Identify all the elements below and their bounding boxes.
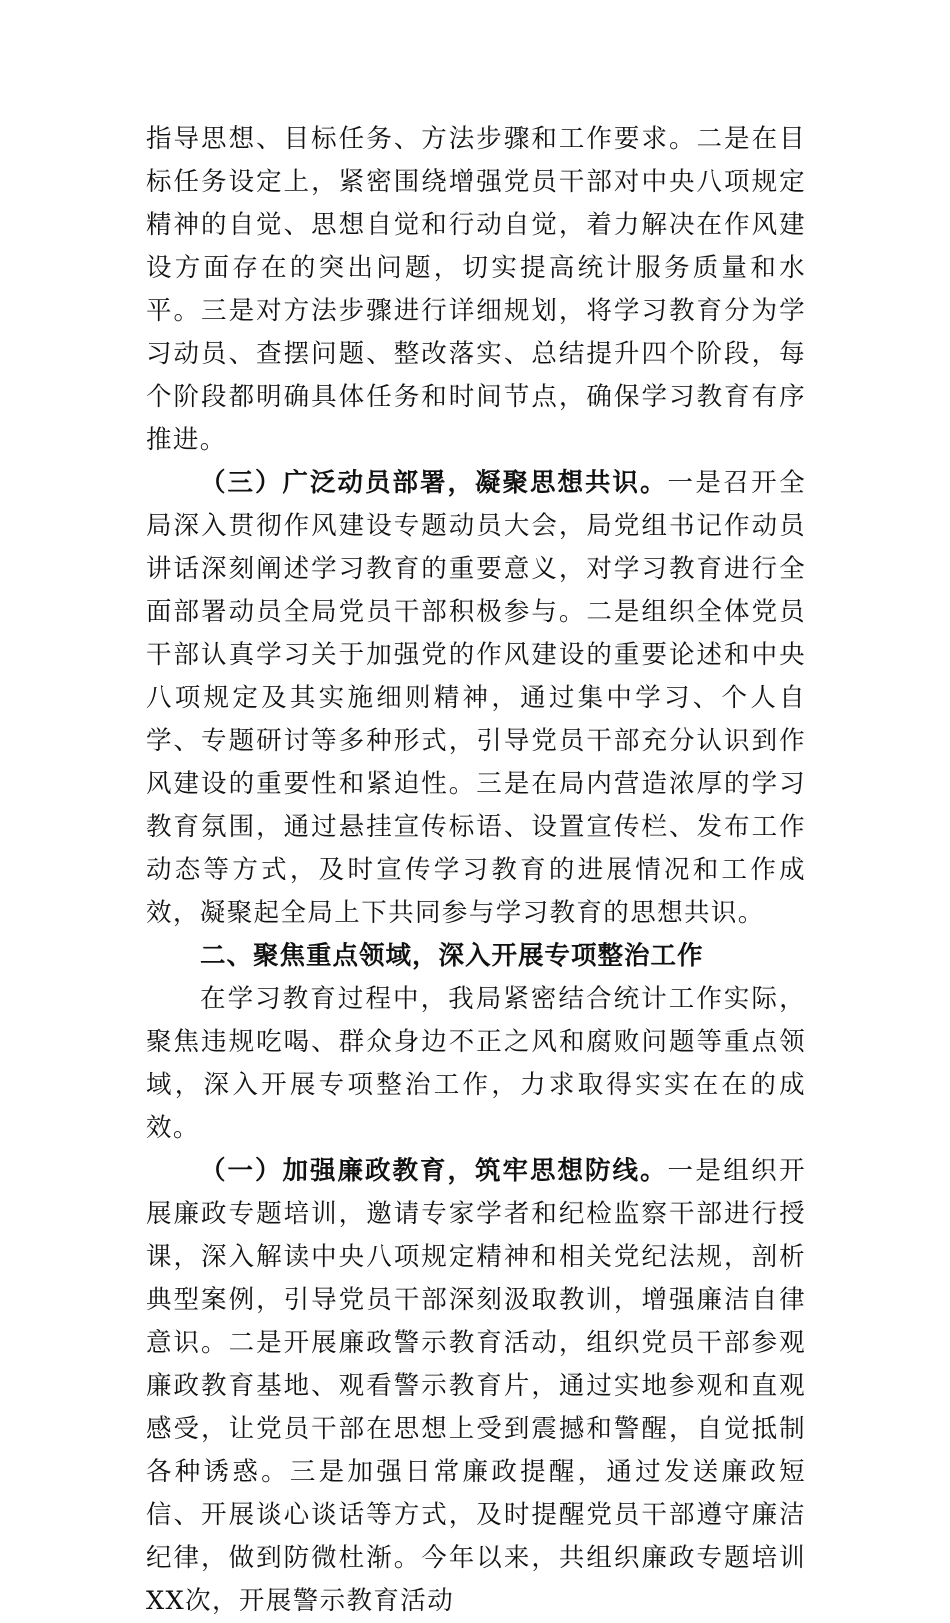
paragraph-integrity-education — [146, 1150, 806, 1623]
paragraph-text: 指导思想、目标任务、方法步骤和工作要求。二是在目标任务设定上，紧密围绕增强党员干部对中央八项规定精神的自觉、思想自觉和行动自觉，着力解决在作风建设方面存在的突出问题，切实提高统计服务质量和水平。三是对方法步骤进行详细规划，将学习教育分为学习动员、查摆问题、整改落实、总结提升四个阶段，每个阶段都明确具体任务和时间节点，确保学习教育有序推进。 — [146, 124, 806, 455]
paragraph-text: 在学习教育过程中，我局紧密结合统计工作实际，聚焦违规吃喝、群众身边不正之风和腐败问题等重点领域，深入开展专项整治工作，力求取得实实在在的成效。 — [146, 984, 806, 1143]
paragraph-lead: （一）加强廉政教育，筑牢思想防线。 — [200, 1156, 668, 1186]
paragraph-lead: （三）广泛动员部署，凝聚思想共识。 — [200, 468, 668, 498]
paragraph-intro — [146, 978, 806, 1150]
paragraph-continuation — [146, 118, 806, 462]
paragraph-mobilization — [146, 462, 806, 935]
document-page — [146, 118, 806, 1623]
section-heading: 二、聚焦重点领域，深入开展专项整治工作 — [200, 941, 704, 971]
paragraph-text: 一是召开全局深入贯彻作风建设专题动员大会，局党组书记作动员讲话深刻阐述学习教育的重要意义，对学习教育进行全面部署动员全局党员干部积极参与。二是组织全体党员干部认真学习关于加强党的作风建设的重要论述和中央八项规定及其实施细则精神，通过集中学习、个人自学、专题研讨等多种形式，引导党员干部充分认识到作风建设的重要性和紧迫性。三是在局内营造浓厚的学习教育氛围，通过悬挂宣传标语、设置宣传栏、发布工作动态等方式，及时宣传学习教育的进展情况和工作成效，凝聚起全局上下共同参与学习教育的思想共识。 — [146, 468, 806, 928]
paragraph-text: 一是组织开展廉政专题培训，邀请专家学者和纪检监察干部进行授课，深入解读中央八项规定精神和相关党纪法规，剖析典型案例，引导党员干部深刻汲取教训，增强廉洁自律意识。二是开展廉政警示教育活动，组织党员干部参观廉政教育基地、观看警示教育片，通过实地参观和直观感受，让党员干部在思想上受到震撼和警醒，自觉抵制各种诱惑。三是加强日常廉政提醒，通过发送廉政短信、开展谈心谈话等方式，及时提醒党员干部遵守廉洁纪律，做到防微杜渐。今年以来，共组织廉政专题培训XX次，开展警示教育活动 — [146, 1156, 806, 1616]
